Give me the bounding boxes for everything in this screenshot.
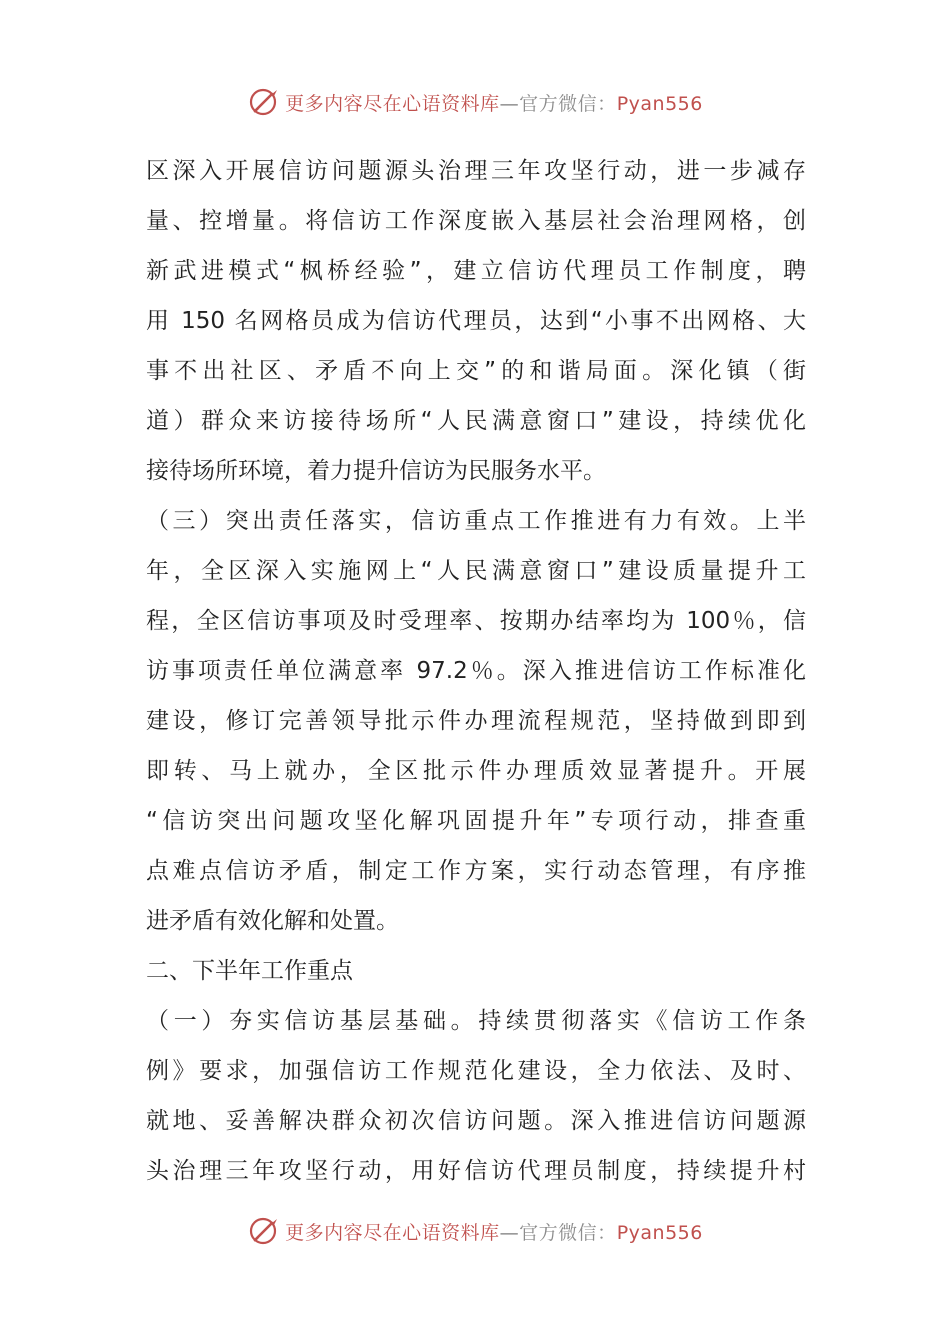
text-line: 建设，修订完善领导批示件办理流程规范，坚持做到即到 xyxy=(146,708,806,734)
text-line: 点难点信访矛盾，制定工作方案，实行动态管理，有序推 xyxy=(146,858,806,884)
watermark-dash: — xyxy=(499,92,520,115)
text-line: 年，全区深入实施网上“人民满意窗口”建设质量提升工 xyxy=(146,558,806,584)
footer-watermark xyxy=(0,1213,950,1249)
text-line: 道）群众来访接待场所“人民满意窗口”建设，持续优化 xyxy=(146,408,806,434)
text-line: 访事项责任单位满意率 97.2％。深入推进信访工作标准化 xyxy=(146,658,806,684)
text-line: 新武进模式“枫桥经验”，建立信访代理员工作制度，聘 xyxy=(146,258,806,284)
text-line: 程，全区信访事项及时受理率、按期办结率均为 100％，信 xyxy=(146,608,806,634)
text-line: 量、控增量。将信访工作深度嵌入基层社会治理网格，创 xyxy=(146,208,806,234)
text-line: 进矛盾有效化解和处置。 xyxy=(146,908,399,934)
text-line: 头治理三年攻坚行动，用好信访代理员制度，持续提升村 xyxy=(146,1158,806,1184)
text-line: 用 150 名网格员成为信访代理员，达到“小事不出网格、大 xyxy=(146,308,806,334)
watermark-id: Pyan556 xyxy=(616,92,703,115)
pen-logo-icon xyxy=(247,85,281,119)
text-line: “信访突出问题攻坚化解巩固提升年”专项行动，排查重 xyxy=(146,808,806,834)
text-line: 即转、马上就办，全区批示件办理质效显著提升。开展 xyxy=(146,758,806,784)
watermark-id: Pyan556 xyxy=(616,1221,703,1244)
header-watermark xyxy=(0,84,950,120)
watermark-label: 官方微信： xyxy=(519,1221,617,1244)
text-line: （三）突出责任落实，信访重点工作推进有力有效。上半 xyxy=(146,508,806,534)
watermark-brand: 更多内容尽在心语资料库 xyxy=(285,92,500,115)
text-line: 例》要求，加强信访工作规范化建设，全力依法、及时、 xyxy=(146,1058,806,1084)
text-line: （一）夯实信访基层基础。持续贯彻落实《信访工作条 xyxy=(146,1008,806,1034)
text-line: 接待场所环境，着力提升信访为民服务水平。 xyxy=(146,458,606,484)
document-body xyxy=(146,146,806,1196)
text-line: 区深入开展信访问题源头治理三年攻坚行动，进一步减存 xyxy=(146,158,806,184)
text-line: 事不出社区、矛盾不向上交”的和谐局面。深化镇（街 xyxy=(146,358,806,384)
watermark-dash: — xyxy=(499,1221,520,1244)
pen-logo-icon xyxy=(247,1214,281,1248)
text-line: 就地、妥善解决群众初次信访问题。深入推进信访问题源 xyxy=(146,1108,806,1134)
section-heading: 二、下半年工作重点 xyxy=(146,958,353,984)
watermark-brand: 更多内容尽在心语资料库 xyxy=(285,1221,500,1244)
watermark-label: 官方微信： xyxy=(519,92,617,115)
